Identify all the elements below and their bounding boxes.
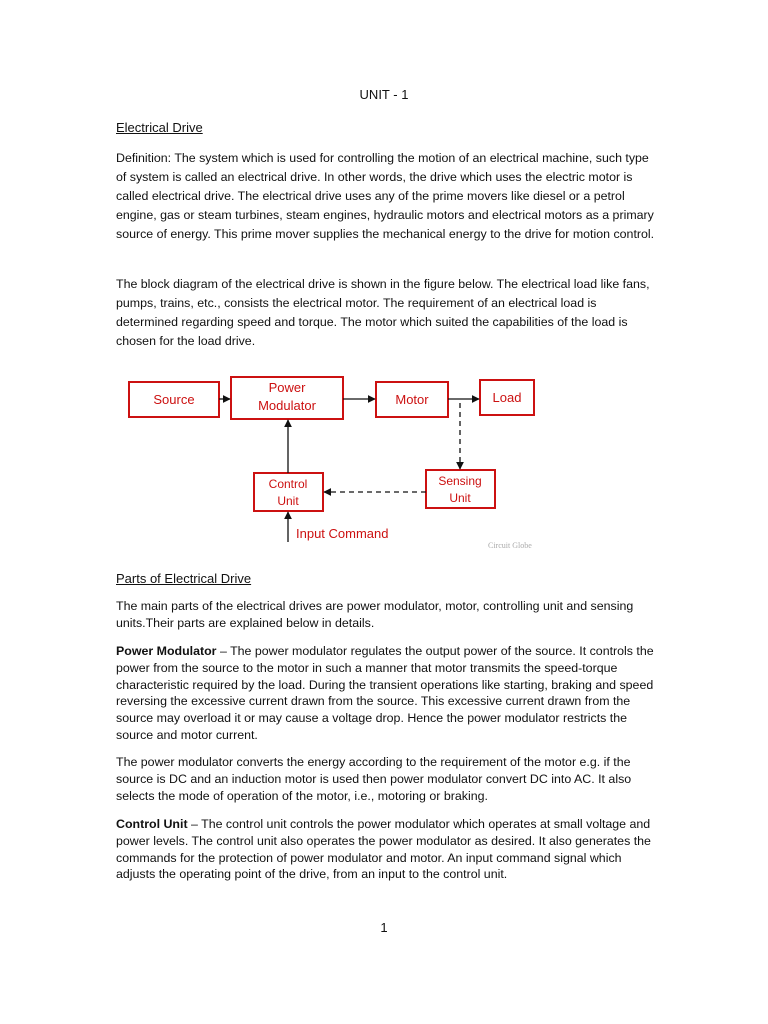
- power-modulator-label-line2: Modulator: [258, 398, 316, 413]
- control-unit-term: Control Unit: [116, 817, 188, 831]
- sensing-unit-label-line2: Unit: [449, 491, 471, 505]
- block-diagram-intro-paragraph: The block diagram of the electrical drive is shown in the figure below. The electrical load like fans, pumps, trains, etc., consists the electrical motor. The requirement of an electrical load is determined regarding speed and torque. The motor which suited the capabilities of the load is chosen for the load drive.: [116, 277, 650, 348]
- unit-title: UNIT - 1: [359, 87, 409, 102]
- section-heading-parts: Parts of Electrical Drive: [116, 571, 252, 586]
- input-command-label: Input Command: [296, 526, 389, 541]
- power-modulator-term: Power Modulator: [116, 644, 217, 658]
- block-diagram: [118, 370, 558, 555]
- definition-paragraph: Definition: The system which is used for controlling the motion of an electrical machine, such type of system is called an electrical drive. In other words, the drive which uses the electric motor is called electrical drive. The electrical drive uses any of the prime movers like diesel or a petrol engine, gas or steam turbines, steam engines, hydraulic motors and electrical motors as a primary source of energy. This prime mover supplies the mechanical energy to the drive for motion control.: [116, 151, 655, 241]
- load-label: Load: [492, 390, 522, 405]
- parts-intro-paragraph: The main parts of the electrical drives are power modulator, motor, controlling unit and sensing units.Their parts are explained below in details.: [116, 599, 634, 630]
- source-label: Source: [153, 392, 195, 407]
- motor-label: Motor: [395, 392, 429, 407]
- power-modulator-label-line1: Power: [268, 380, 306, 395]
- page-number: 1: [380, 920, 388, 935]
- sensing-unit-label-line1: Sensing: [438, 474, 482, 488]
- power-modulator-paragraph: [116, 643, 656, 744]
- power-modulator-description: – The power modulator regulates the output power of the source. It controls the power from the source to the motor in such a manner that motor transmits the speed-torque characteristic required by the load. During the transient operations like starting, braking and speed reversing the excessive current drawn from the source. This excessive current drawn from the source may overload it or may cause a voltage drop. Hence the power modulator restricts the source and motor current.: [116, 644, 654, 742]
- control-unit-paragraph: [116, 816, 656, 883]
- control-unit-label-line2: Unit: [277, 494, 299, 508]
- control-unit-description: – The control unit controls the power modulator which operates at small voltage and power levels. The control unit also operates the power modulator as desired. It also generates the commands for the protection of power modulator and motor. An input command signal which adjusts the operating point of the drive, from an input to the control unit.: [116, 817, 651, 882]
- section-heading-electrical-drive: Electrical Drive: [116, 120, 203, 135]
- control-unit-label-line1: Control: [268, 477, 308, 491]
- watermark-label: Circuit Globe: [488, 541, 532, 550]
- power-modulator-paragraph-2: The power modulator converts the energy according to the requirement of the motor e.g. if the source is DC and an induction motor is used then power modulator convert DC into AC. It also selects the mode of operation of the motor, i.e., motoring or braking.: [116, 755, 632, 803]
